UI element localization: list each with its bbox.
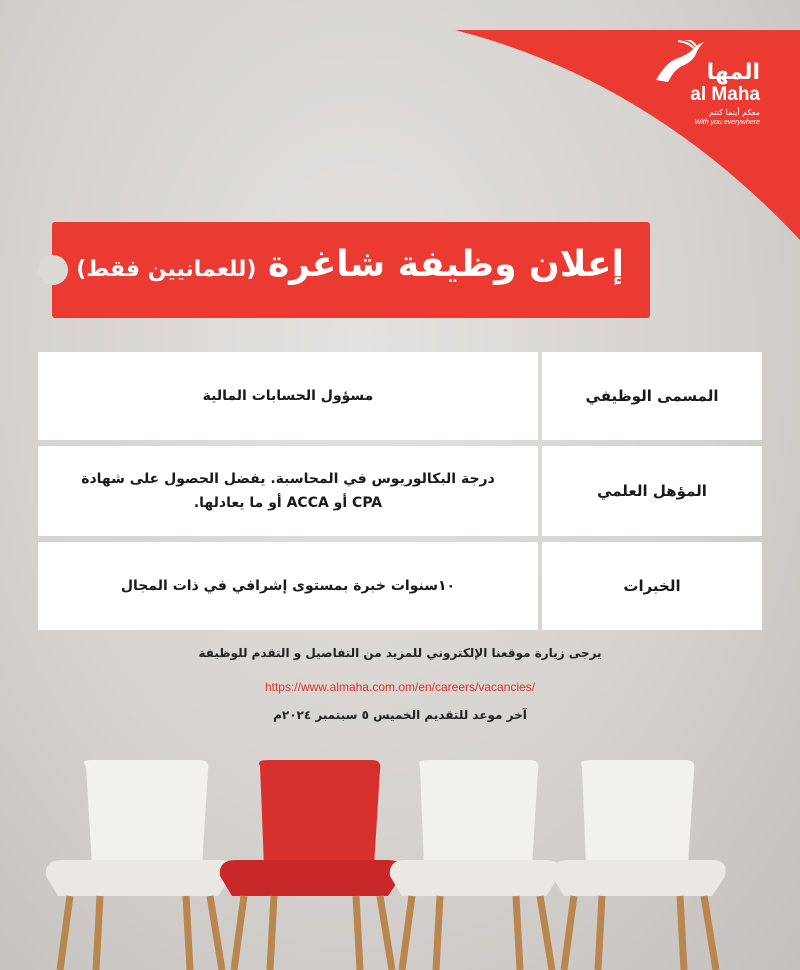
visit-website-text: يرجى زيارة موقعنا الإلكتروني للمزيد من التفاصيل و التقدم للوظيفة [198, 646, 602, 660]
chairs-illustration [0, 758, 800, 970]
brand-name-english: al Maha [690, 84, 760, 105]
job-title-label: المسمى الوظيفي [585, 387, 719, 405]
chair-white-1 [46, 760, 232, 970]
qualification-value: درجة البكالوريوس في المحاسبة. يفضل الحصول على شهادة CPA أو ACCA أو ما يعادلها. [81, 470, 495, 511]
title-banner [52, 222, 650, 318]
job-title-label-cell [542, 352, 762, 440]
qualification-label-cell [542, 446, 762, 536]
gazelle-icon [648, 40, 708, 85]
application-deadline: آخر موعد للتقديم الخميس ٥ سبتمبر ٢٠٢٤م [273, 708, 527, 722]
banner-heading [76, 244, 624, 285]
brand-name-arabic: المها [706, 60, 760, 85]
qualification-label: المؤهل العلمي [597, 482, 707, 500]
experience-value-cell [38, 542, 538, 630]
red-corner-decoration [0, 0, 800, 260]
chair-white-3 [552, 760, 726, 970]
job-title-value-cell [38, 352, 538, 440]
page-title: إعلان وظيفة شاغرة [268, 244, 624, 285]
qualification-value-cell [38, 446, 538, 536]
al-maha-logo [630, 40, 760, 130]
careers-link[interactable]: https://www.almaha.com.om/en/careers/vacancies/ [264, 680, 536, 694]
banner-notch [38, 255, 68, 285]
job-title-value: مسؤول الحسابات المالية [202, 387, 374, 404]
chair-red [220, 760, 402, 970]
brand-tagline-english: With you everywhere [694, 119, 760, 126]
brand-tagline-arabic: معكم أينما كنتم [709, 108, 760, 117]
experience-label-cell [542, 542, 762, 630]
experience-label: الخبرات [623, 577, 681, 595]
experience-value: ١٠سنوات خبرة بمستوى إشرافي في ذات المجال [120, 577, 456, 594]
chair-white-2 [390, 760, 560, 970]
page-subtitle: (للعمانيين فقط) [76, 257, 257, 282]
